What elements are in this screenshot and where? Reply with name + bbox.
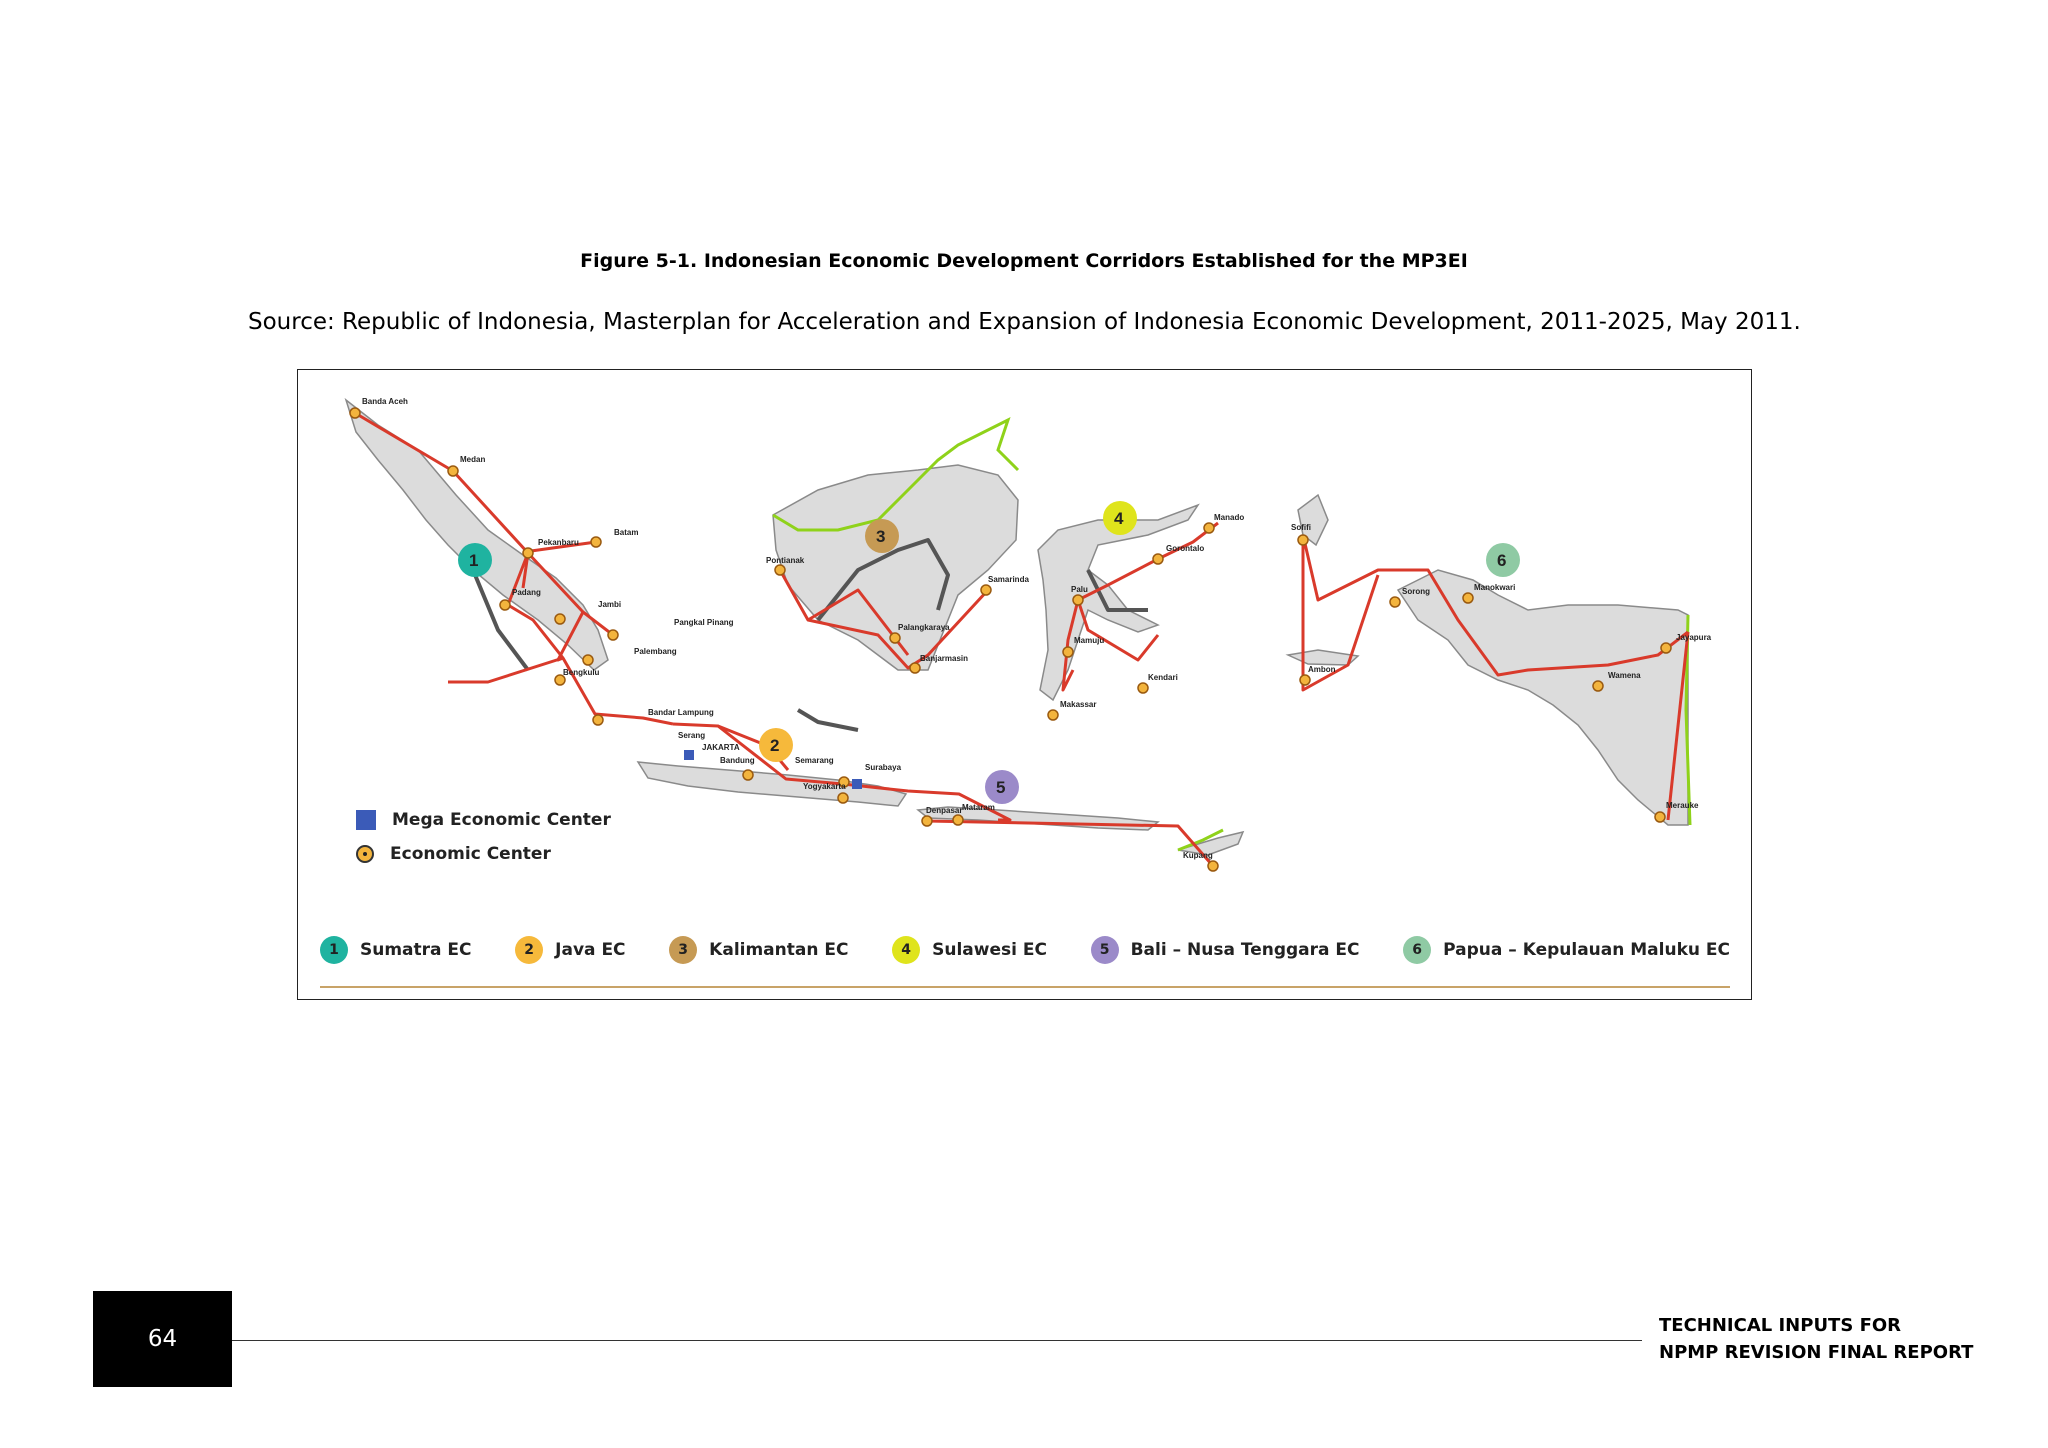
corridor-label: Sulawesi EC (932, 940, 1047, 960)
city-label: Palangkaraya (898, 623, 950, 632)
city-label: Bandung (720, 756, 755, 765)
city-label: Serang (678, 731, 706, 740)
city-label: Padang (512, 588, 541, 597)
city-label: Banjarmasin (920, 654, 969, 663)
corridor-badge-4-label: 4 (1114, 509, 1124, 528)
city-label: Bandar Lampung (648, 708, 714, 717)
corridor-badge-5-label: 5 (996, 778, 1006, 797)
corridor-legend-item (515, 936, 625, 964)
corridor-legend-item (1403, 936, 1730, 964)
city-label: Semarang (795, 756, 834, 765)
city-label: Medan (460, 455, 486, 464)
legend-mega-center (356, 810, 611, 830)
map-figure (297, 369, 1752, 1000)
corridor-label: Java EC (555, 940, 626, 960)
corridor-badge-2-label: 2 (770, 736, 780, 755)
corridor-label: Bali – Nusa Tenggara EC (1130, 940, 1360, 960)
city-label: Gorontalo (1166, 544, 1205, 553)
city-label: Kendari (1148, 673, 1178, 682)
city-label: Sorong (1402, 587, 1430, 596)
city-label: Kupang (1183, 851, 1213, 860)
papua-island (1398, 570, 1688, 825)
corridor-num-badge: 4 (892, 936, 920, 964)
city-label: Yogyakarta (803, 782, 846, 791)
city-label: Manado (1214, 513, 1245, 522)
city-label: Manokwari (1474, 583, 1516, 592)
corridor-badge-1-label: 1 (469, 551, 479, 570)
city-label: Denpasar (926, 806, 963, 815)
corridor-legend-item (892, 936, 1047, 964)
city-label: Sofifi (1291, 523, 1311, 532)
figure-source: Source: Republic of Indonesia, Masterplan for Acceleration and Expansion of Indonesia Economic Development, 2011-2025, May 2011. (248, 309, 1801, 335)
mega-center-swatch (356, 810, 376, 830)
corridor-badge-6-label: 6 (1497, 551, 1507, 570)
city-label: Pekanbaru (538, 538, 579, 547)
corridor-legend-item (320, 936, 472, 964)
legend-divider (320, 986, 1730, 988)
corridor-num-badge: 1 (320, 936, 348, 964)
city-label: Bengkulu (563, 668, 600, 677)
footer-line-2: NPMP REVISION FINAL REPORT (1659, 1342, 1974, 1363)
city-label: Palu (1071, 585, 1088, 594)
corridor-label: Papua – Kepulauan Maluku EC (1443, 940, 1730, 960)
corridor-label: Kalimantan EC (709, 940, 849, 960)
economic-center-swatch (356, 845, 374, 863)
city-label: Ambon (1308, 665, 1336, 674)
figure-caption: Figure 5-1. Indonesian Economic Development Corridors Established for the MP3EI (580, 250, 1468, 272)
footer-report-title (1659, 1312, 1973, 1366)
corridor-legend-item (1091, 936, 1360, 964)
city-label: JAKARTA (702, 743, 740, 752)
footer-line-1: TECHNICAL INPUTS FOR (1659, 1315, 1902, 1336)
corridor-label: Sumatra EC (360, 940, 472, 960)
corridor-badge-3-label: 3 (876, 527, 886, 546)
city-label: Pontianak (766, 556, 805, 565)
city-label: Banda Aceh (362, 397, 408, 406)
city-label: Jayapura (1676, 633, 1712, 642)
city-label: Pangkal Pinang (674, 618, 734, 627)
corridor-legend (320, 936, 1730, 964)
city-label: Jambi (598, 600, 622, 609)
city-label: Mataram (962, 803, 995, 812)
legend-mega-center-label: Mega Economic Center (392, 810, 611, 830)
legend-economic-center (356, 844, 551, 864)
city-label: Makassar (1060, 700, 1097, 709)
indonesia-map (298, 370, 1751, 999)
city-label: Merauke (1666, 801, 1699, 810)
sumatra-island (346, 400, 608, 670)
city-label: Samarinda (988, 575, 1029, 584)
city-label: Palembang (634, 647, 677, 656)
page-number: 64 (93, 1291, 232, 1387)
corridor-num-badge: 2 (515, 936, 543, 964)
city-label: Mamuju (1074, 636, 1105, 645)
corridor-num-badge: 3 (669, 936, 697, 964)
city-label: Wamena (1608, 671, 1641, 680)
corridor-num-badge: 6 (1403, 936, 1431, 964)
corridor-num-badge: 5 (1091, 936, 1119, 964)
legend-economic-center-label: Economic Center (390, 844, 551, 864)
city-label: Surabaya (865, 763, 902, 772)
corridor-legend-item (669, 936, 848, 964)
footer-divider (232, 1340, 1642, 1341)
city-label: Batam (614, 528, 639, 537)
